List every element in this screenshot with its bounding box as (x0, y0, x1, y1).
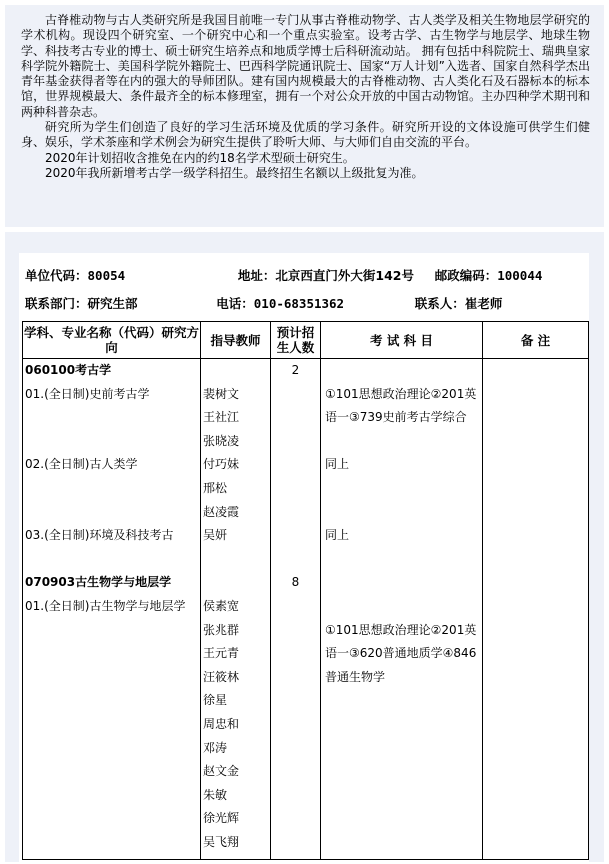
admission-table (22, 321, 589, 860)
intro-paragraph: 2020年我所新增考古学一级学科招生。最终招生名额以上级批复为准。 (45, 165, 424, 180)
direction-name: 02.(全日制)古人类学 (25, 457, 138, 472)
teacher-name: 朱敏 (203, 787, 228, 802)
teacher-name: 徐星 (203, 693, 228, 708)
postal-code: 100044 (497, 268, 543, 283)
table-header-row (23, 322, 589, 359)
teacher-column (201, 359, 271, 860)
count-column (271, 359, 321, 860)
note-column (483, 359, 589, 860)
exam-subjects: ①101思想政治理论②201英语一③739史前考古学综合 (325, 386, 477, 425)
unit-code-label: 单位代码： (25, 268, 88, 283)
teacher-name: 赵凌霞 (203, 504, 240, 519)
table-body-row (23, 359, 589, 860)
intro-section (5, 5, 604, 227)
unit-code: 80054 (87, 268, 126, 283)
teacher-name: 吴妍 (203, 528, 228, 543)
teacher-name: 邓涛 (203, 740, 228, 755)
direction-name: 03.(全日制)环境及科技考古 (25, 528, 174, 543)
unit-info-row-1 (25, 266, 542, 284)
contact: 崔老师 (464, 296, 503, 311)
major-column (23, 359, 201, 860)
teacher-name: 徐光辉 (203, 811, 240, 826)
teacher-name: 邢松 (203, 480, 228, 495)
exam-column (321, 359, 483, 860)
header-count: 预计招生人数 (271, 322, 321, 359)
teacher-name: 付巧妹 (203, 457, 240, 472)
contact-label: 联系人： (414, 296, 465, 311)
header-note: 备 注 (483, 322, 589, 359)
teacher-name: 张兆群 (203, 622, 240, 637)
admission-table-wrap (22, 321, 589, 860)
phone-label: 电话： (216, 296, 254, 311)
enrollment-count: 2 (291, 363, 300, 377)
teacher-name: 王元青 (203, 646, 240, 661)
teacher-name: 裴树文 (203, 386, 240, 401)
dept: 研究生部 (87, 296, 138, 311)
teacher-name: 赵文金 (203, 764, 240, 779)
teacher-name: 吴飞翔 (203, 834, 240, 849)
teacher-name: 侯素宽 (203, 598, 240, 613)
direction-name: 01.(全日制)史前考古学 (25, 386, 150, 401)
intro-paragraph: 研究所为学生们创造了良好的学习生活环境及优质的学习条件。研究所开设的文体设施可供学生们健身、娱乐，学术茶座和学术例会为研究生提供了聆听大师、与大师们自由交流的平台。 (21, 120, 590, 150)
major-name: 070903古生物学与地层学 (25, 575, 172, 590)
direction-name: 01.(全日制)古生物学与地层学 (25, 598, 186, 613)
exam-subjects: ①101思想政治理论②201英语一③620普通地质学④846普通生物学 (325, 622, 477, 684)
intro-paragraph: 古脊椎动物与古人类研究所是我国目前唯一专门从事古脊椎动物学、古人类学及相关生物地层学研究的学术机构。现设四个研究室、一个研究中心和一个重点实验室。设考古学、古生物学与地层学、地球生物学、科技考古专业的博士、硕士研究生培养点和地质学博士后科研流动站。 拥有包括中科院院士、瑞典皇家科学院外籍院士、美国科学院外籍院士、巴西科学院通讯院士、国家“万人计划”入选者、国家自然科学杰出青年基金获得者等在内的强大的导师团队。建有国内规模最大的古脊椎动物、古人类化石及石器标本的标本馆，世界规模最大、条件最齐全的标本修理室，拥有一个对公众开放的中国古动物馆。主办四种学术期刊和两种科普杂志。 (21, 13, 590, 119)
address-label: 地址： (237, 268, 276, 283)
major-name: 060100考古学 (25, 363, 112, 377)
header-major: 学科、专业名称（代码）研究方向 (23, 322, 201, 359)
exam-subjects: 同上 (325, 528, 350, 543)
exam-subjects: 同上 (325, 457, 350, 472)
postal-label: 邮政编码： (434, 268, 498, 283)
address: 北京西直门外大街142号 (275, 268, 414, 283)
header-teacher: 指导教师 (201, 322, 271, 359)
unit-info-row-2 (25, 294, 502, 312)
phone: 010-68351362 (253, 296, 345, 311)
teacher-name: 王社江 (203, 410, 240, 425)
intro-paragraph: 2020年计划招收含推免在内的约18名学术型硕士研究生。 (45, 150, 355, 165)
teacher-name: 周忠和 (203, 716, 240, 731)
teacher-name: 汪筱林 (203, 669, 240, 684)
header-exam: 考 试 科 目 (321, 322, 483, 359)
dept-label: 联系部门： (25, 296, 88, 311)
teacher-name: 张晓凌 (203, 433, 240, 448)
enrollment-count: 8 (291, 575, 300, 590)
